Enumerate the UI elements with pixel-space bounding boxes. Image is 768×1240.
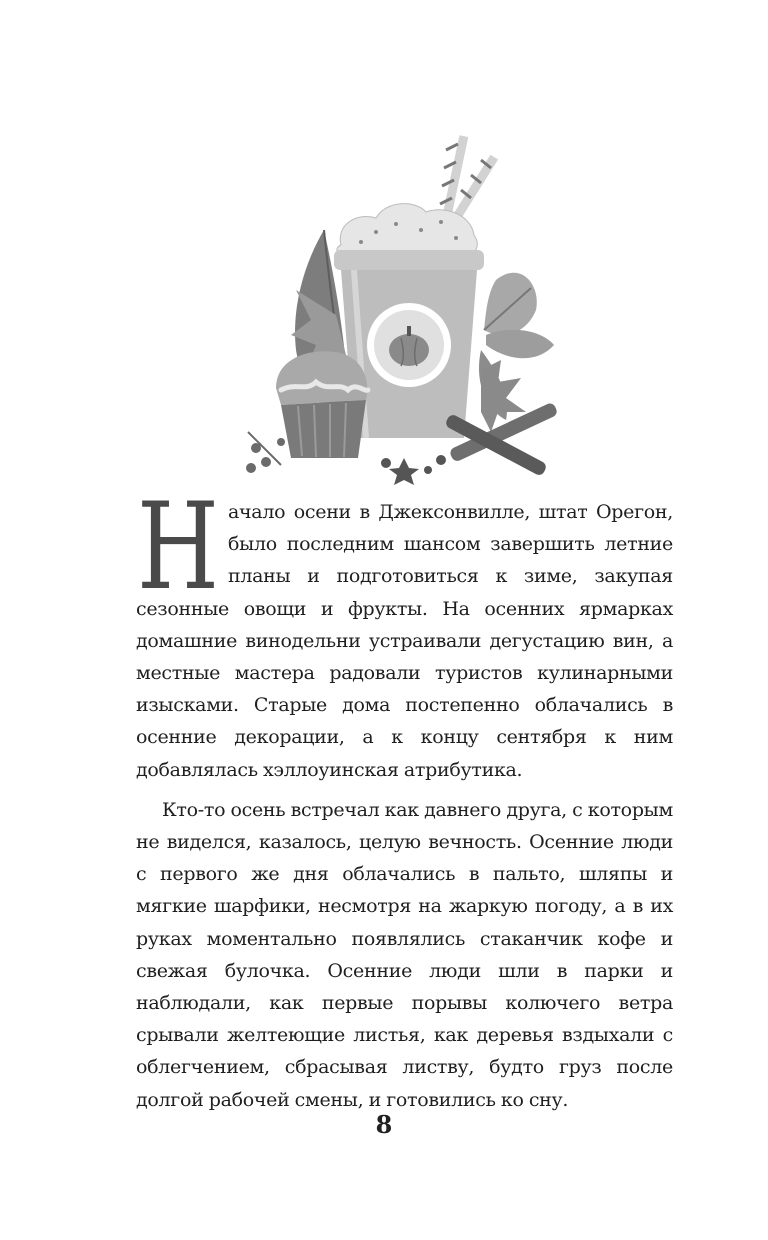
autumn-coffee-illustration (236, 120, 566, 490)
paragraph-1: ачало осени в Джексонвилле, штат Орегон, было последним шансом завершить летние планы и подготовиться к зиме, закупая сезонные овощи и фрукты. На осенних ярмарках домашние винодельни устраивали дегустацию вин, а местные мастера радовали туристов кулинарными изысками. Старые дома постепенно облачались в осенние декорации, а к концу сентября к ним добавлялась хэллоуинская атрибутика. (136, 501, 673, 781)
body-text (136, 478, 673, 1116)
page-number: 8 (375, 1110, 393, 1139)
paragraph-2: Кто-то осень встречал как давнего друга, с которым не виделся, казалось, целую вечность. Осенние люди с первого же дня облачались в пальто, шляпы и мягкие шарфики, несмотря на жаркую погоду, а в их руках моментально появлялись стаканчик кофе и свежая булочка. Осенние люди шли в парки и наблюдали, как первые порывы колючего ветра срывали желтеющие листья, как деревья вздыхали с облегчением, сбрасывая листву, будто груз после долгой рабочей смены, и готовились ко сну. (136, 798, 673, 1111)
drop-cap-letter: Н (137, 478, 219, 617)
drop-cap (136, 478, 220, 617)
